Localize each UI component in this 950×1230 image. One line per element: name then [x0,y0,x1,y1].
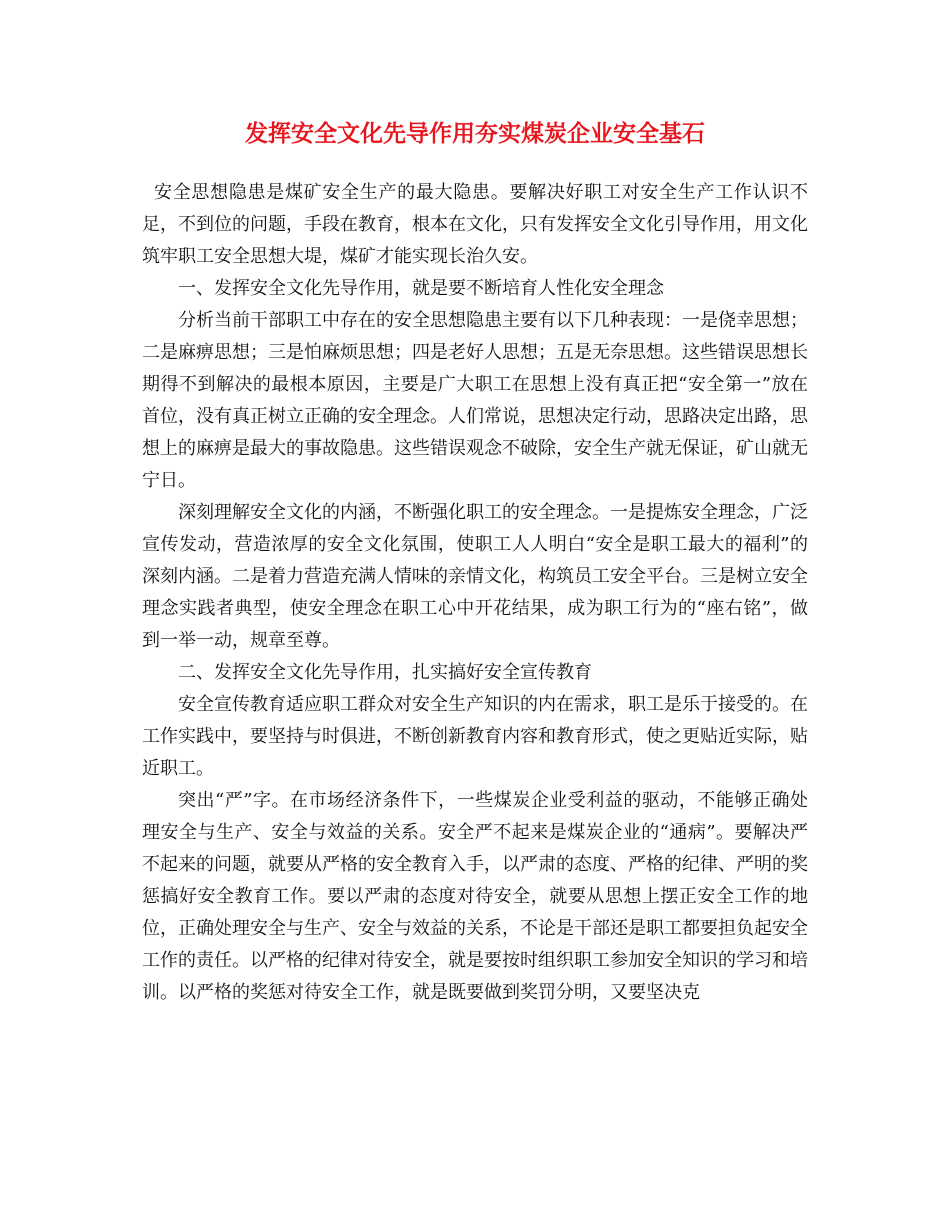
document-title: 发挥安全文化先导作用夯实煤炭企业安全基石 [245,120,705,147]
section-heading-2: 二、发挥安全文化先导作用，扎实搞好安全宣传教育 [178,662,592,683]
section-heading-1: 一、发挥安全文化先导作用，就是要不断培育人性化安全理念 [178,278,664,299]
document-body [142,177,808,1009]
paragraph: 安全宣传教育适应职工群众对安全生产知识的内在需求，职工是乐于接受的。在工作实践中，要坚持与时俱进，不断创新教育内容和教育形式，使之更贴近实际，贴近职工。 [142,694,808,779]
paragraph: 分析当前干部职工中存在的安全思想隐患主要有以下几种表现：一是侥幸思想；二是麻痹思想；三是怕麻烦思想；四是老好人思想；五是无奈思想。这些错误思想长期得不到解决的最根本原因，主要是广大职工在思想上没有真正把“安全第一”放在首位，没有真正树立正确的安全理念。人们常说，思想决定行动，思路决定出路，思想上的麻痹是最大的事故隐患。这些错误观念不破除，安全生产就无保证，矿山就无宁日。 [142,310,808,491]
paragraph-intro: 安全思想隐患是煤矿安全生产的最大隐患。要解决好职工对安全生产工作认识不足，不到位的问题，手段在教育，根本在文化，只有发挥安全文化引导作用，用文化筑牢职工安全思想大堤，煤矿才能实现长治久安。 [142,182,808,267]
paragraph: 突出“严”字。在市场经济条件下，一些煤炭企业受利益的驱动，不能够正确处理安全与生产、安全与效益的关系。安全严不起来是煤炭企业的“通病”。要解决严不起来的问题，就要从严格的安全教育入手，以严肃的态度、严格的纪律、严明的奖惩搞好安全教育工作。要以严肃的态度对待安全，就要从思想上摆正安全工作的地位，正确处理安全与生产、安全与效益的关系，不论是干部还是职工都要担负起安全工作的责任。以严格的纪律对待安全，就是要按时组织职工参加安全知识的学习和培训。以严格的奖惩对待安全工作，就是既要做到奖罚分明，又要坚决克 [142,790,808,1003]
paragraph: 深刻理解安全文化的内涵，不断强化职工的安全理念。一是提炼安全理念，广泛宣传发动，营造浓厚的安全文化氛围，使职工人人明白“安全是职工最大的福利”的深刻内涵。二是着力营造充满人情味的亲情文化，构筑员工安全平台。三是树立安全理念实践者典型，使安全理念在职工心中开花结果，成为职工行为的“座右铭”，做到一举一动，规章至尊。 [142,502,808,651]
